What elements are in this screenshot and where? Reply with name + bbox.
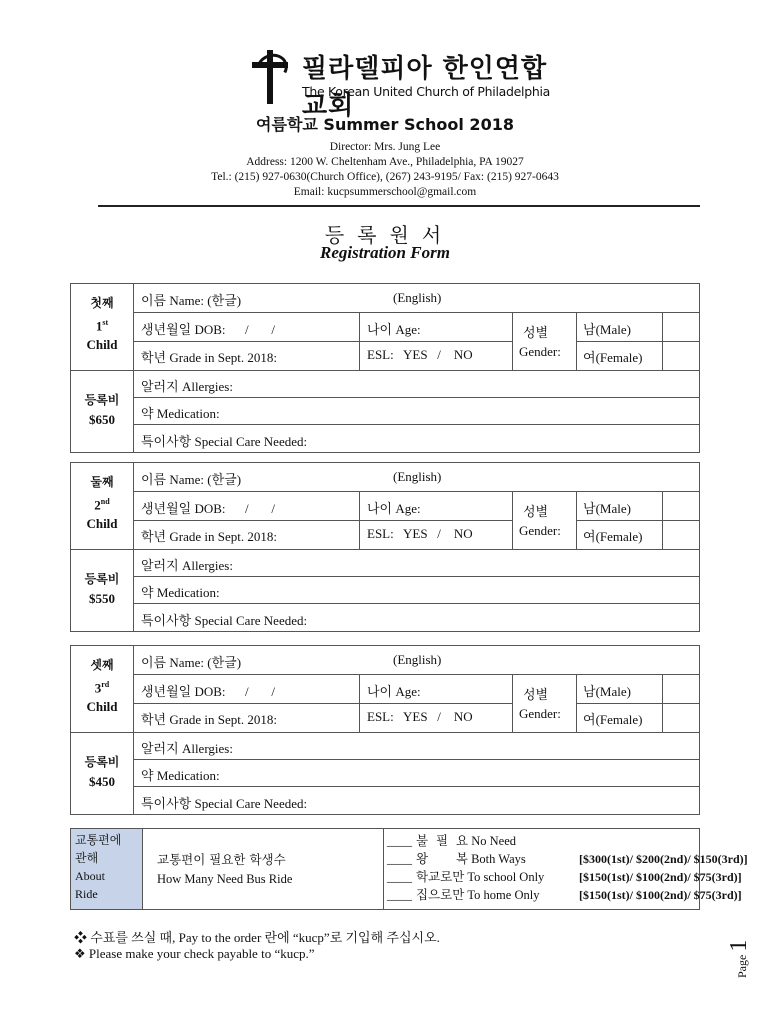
ordinal-num: 1 [95,318,103,334]
female-en: (Female) [595,529,643,544]
age-en: Age: [392,501,421,516]
dob-en: DOB: / / [191,684,276,699]
esl-field[interactable]: ESL: YES / NO [367,709,473,724]
form-title-ko: 등 록 원 서 [324,225,446,247]
fee-amount: $650 [89,412,115,427]
grade-ko: 학년 [141,351,167,366]
address-line: Address: 1200 W. Cheltenham Ave., Philadelphia, PA 19027 [246,156,524,168]
church-name-en: The Korean United Church of Philadelphia [302,84,550,99]
dob-ko: 생년월일 [141,502,192,517]
female-en: (Female) [595,712,643,727]
esl-field[interactable]: ESL: YES / NO [367,526,473,541]
allergies-field[interactable] [141,376,233,395]
special-care-field[interactable] [141,431,307,450]
ordinal-sup: nd [100,497,110,506]
ordinal-ko: 첫째 [90,296,114,310]
header-divider [98,205,700,207]
bus-label-ko-1: 교통편에 [75,833,122,847]
name-en: Name: (한글) [166,293,242,308]
special-care-en: Special Care Needed: [191,434,308,449]
name-field[interactable] [141,290,241,309]
bus-option-4[interactable] [383,886,742,904]
dob-field[interactable] [141,319,275,338]
bus-label-ko-2: 관해 [75,851,99,865]
age-field[interactable] [367,498,421,517]
special-care-ko: 특이사항 [141,614,192,629]
name-en: Name: (한글) [166,472,242,487]
medication-ko: 약 [141,769,154,784]
email-line: Email: kucpsummerschool@gmail.com [293,186,477,198]
bus-option-price: [$150(1st)/ $100(2nd)/ $75(3rd)] [579,870,742,884]
dob-field[interactable] [141,681,275,700]
child-ordinal [71,473,133,533]
bus-question-en: How Many Need Bus Ride [157,872,293,886]
allergies-en: Allergies: [178,379,233,394]
child-word: Child [86,699,118,715]
bus-option-en: To home Only [464,888,540,902]
bus-option-blank: ____ [387,888,412,902]
bus-option-3[interactable] [383,868,742,886]
bus-option-ko: 학교로만 [412,869,465,884]
grade-ko: 학년 [141,713,167,728]
english-name-field[interactable]: (English) [393,469,442,484]
dob-ko: 생년월일 [141,685,192,700]
bus-option-ko: 불 필 요 [412,833,469,848]
medication-ko: 약 [141,586,154,601]
ordinal-sup: st [102,318,109,327]
child-ordinal [71,294,133,354]
fee-label [71,752,133,792]
allergies-ko: 알러지 [141,559,179,574]
fee-amount: $550 [89,591,115,606]
fee-amount: $450 [89,774,115,789]
bus-option-2[interactable] [383,850,748,868]
fee-label [71,390,133,430]
male-en: (Male) [595,322,631,337]
bus-label-en-1: About [75,869,105,883]
bus-options [383,829,748,912]
age-ko: 나이 [367,502,393,517]
medication-ko: 약 [141,407,154,422]
female-ko: 여 [583,713,596,728]
name-field[interactable] [141,469,241,488]
school-title: 여름학교 Summer School 2018 [256,115,514,134]
special-care-field[interactable] [141,793,307,812]
ordinal-ko: 셋째 [90,658,114,672]
male-ko: 남 [583,323,596,338]
bus-option-blank: ____ [387,870,412,884]
ordinal-ko: 둘째 [90,475,114,489]
dob-field[interactable] [141,498,275,517]
allergies-ko: 알러지 [141,742,179,757]
medication-en: Medication: [153,406,220,421]
bus-question-ko: 교통편이 필요한 학생수 [157,852,286,867]
special-care-en: Special Care Needed: [191,613,308,628]
ordinal-sup: rd [101,680,110,689]
bus-option-price: [$300(1st)/ $200(2nd)/ $150(3rd)] [579,852,748,866]
gender-en: Gender: [519,706,561,721]
bus-option-en: No Need [468,834,516,848]
child-3-block [70,645,700,815]
name-ko: 이름 [141,294,167,309]
ordinal-num: 3 [94,680,102,696]
special-care-ko: 특이사항 [141,797,192,812]
male-option[interactable] [583,498,631,517]
male-en: (Male) [595,684,631,699]
bus-ride-label [71,829,143,909]
bus-option-blank: ____ [387,852,412,866]
grade-en: Grade in Sept. 2018: [166,529,277,544]
medication-field[interactable] [141,403,220,422]
male-option[interactable] [583,319,631,338]
female-ko: 여 [583,351,596,366]
special-care-en: Special Care Needed: [191,796,308,811]
age-field[interactable] [367,319,421,338]
form-title-en: Registration Form [320,243,450,262]
ordinal-num: 2 [94,497,101,513]
fee-ko: 등록비 [84,572,120,586]
male-option[interactable] [583,681,631,700]
male-en: (Male) [595,501,631,516]
page-number-value: 1 [726,939,752,952]
gender-en: Gender: [519,344,561,359]
esl-field[interactable]: ESL: YES / NO [367,347,473,362]
cross-icon [250,46,290,106]
medication-en: Medication: [153,768,220,783]
bus-option-en: Both Ways [467,852,526,866]
name-ko: 이름 [141,473,167,488]
age-ko: 나이 [367,323,393,338]
child-word: Child [86,516,118,532]
allergies-en: Allergies: [178,558,233,573]
fee-ko: 등록비 [84,393,120,407]
church-logo [250,46,550,121]
bus-option-ko: 집으로만 [412,887,465,902]
name-ko: 이름 [141,656,167,671]
gender-ko: 성별 [523,505,549,520]
bus-option-blank: ____ [387,834,412,848]
grade-field[interactable] [141,347,277,366]
page-number [726,920,756,980]
english-name-field[interactable]: (English) [393,290,442,305]
male-ko: 남 [583,685,596,700]
male-ko: 남 [583,502,596,517]
medication-en: Medication: [153,585,220,600]
gender-ko: 성별 [523,326,549,341]
allergies-ko: 알러지 [141,380,179,395]
note-check-en: ❖ Please make your check payable to “kucp.” [74,946,315,961]
allergies-en: Allergies: [178,741,233,756]
female-en: (Female) [595,350,643,365]
dob-en: DOB: / / [191,322,276,337]
allergies-field[interactable] [141,738,233,757]
age-en: Age: [392,684,421,699]
director-line: Director: Mrs. Jung Lee [329,141,441,153]
grade-field[interactable] [141,526,277,545]
child-1-block [70,283,700,453]
bus-option-ko: 왕 복 [412,851,468,866]
name-field[interactable] [141,652,241,671]
church-name-ko: 필라델피아 한인연합교회 [302,54,548,121]
child-word: Child [86,337,118,353]
bus-label-en-2: Ride [75,887,98,901]
page-label: Page [735,954,749,978]
special-care-field[interactable] [141,610,307,629]
dob-ko: 생년월일 [141,323,192,338]
bus-option-price: [$150(1st)/ $100(2nd)/ $75(3rd)] [579,888,742,902]
grade-en: Grade in Sept. 2018: [166,350,277,365]
grade-field[interactable] [141,709,277,728]
phone-line: Tel.: (215) 927-0630(Church Office), (267) 243-9195/ Fax: (215) 927-0643 [211,171,559,183]
medication-field[interactable] [141,765,220,784]
age-ko: 나이 [367,685,393,700]
english-name-field[interactable]: (English) [393,652,442,667]
bus-option-en: To school Only [464,870,545,884]
child-2-block [70,462,700,632]
name-en: Name: (한글) [166,655,242,670]
fee-ko: 등록비 [84,755,120,769]
fee-label [71,569,133,609]
dob-en: DOB: / / [191,501,276,516]
grade-en: Grade in Sept. 2018: [166,712,277,727]
medication-field[interactable] [141,582,220,601]
female-option[interactable] [583,347,642,366]
note-check-ko: ❖ 수표를 쓰실 때, Pay to the order 란에 “kucp”로 기입해 주십시오. [74,930,440,945]
female-option[interactable] [583,526,642,545]
child-ordinal [71,656,133,716]
gender-en: Gender: [519,523,561,538]
gender-ko: 성별 [523,688,549,703]
bus-ride-table [70,828,748,910]
grade-ko: 학년 [141,530,167,545]
female-ko: 여 [583,530,596,545]
bus-question [143,829,384,909]
age-field[interactable] [367,681,421,700]
special-care-ko: 특이사항 [141,435,192,450]
bus-option-1[interactable] [383,832,699,850]
age-en: Age: [392,322,421,337]
female-option[interactable] [583,709,642,728]
allergies-field[interactable] [141,555,233,574]
